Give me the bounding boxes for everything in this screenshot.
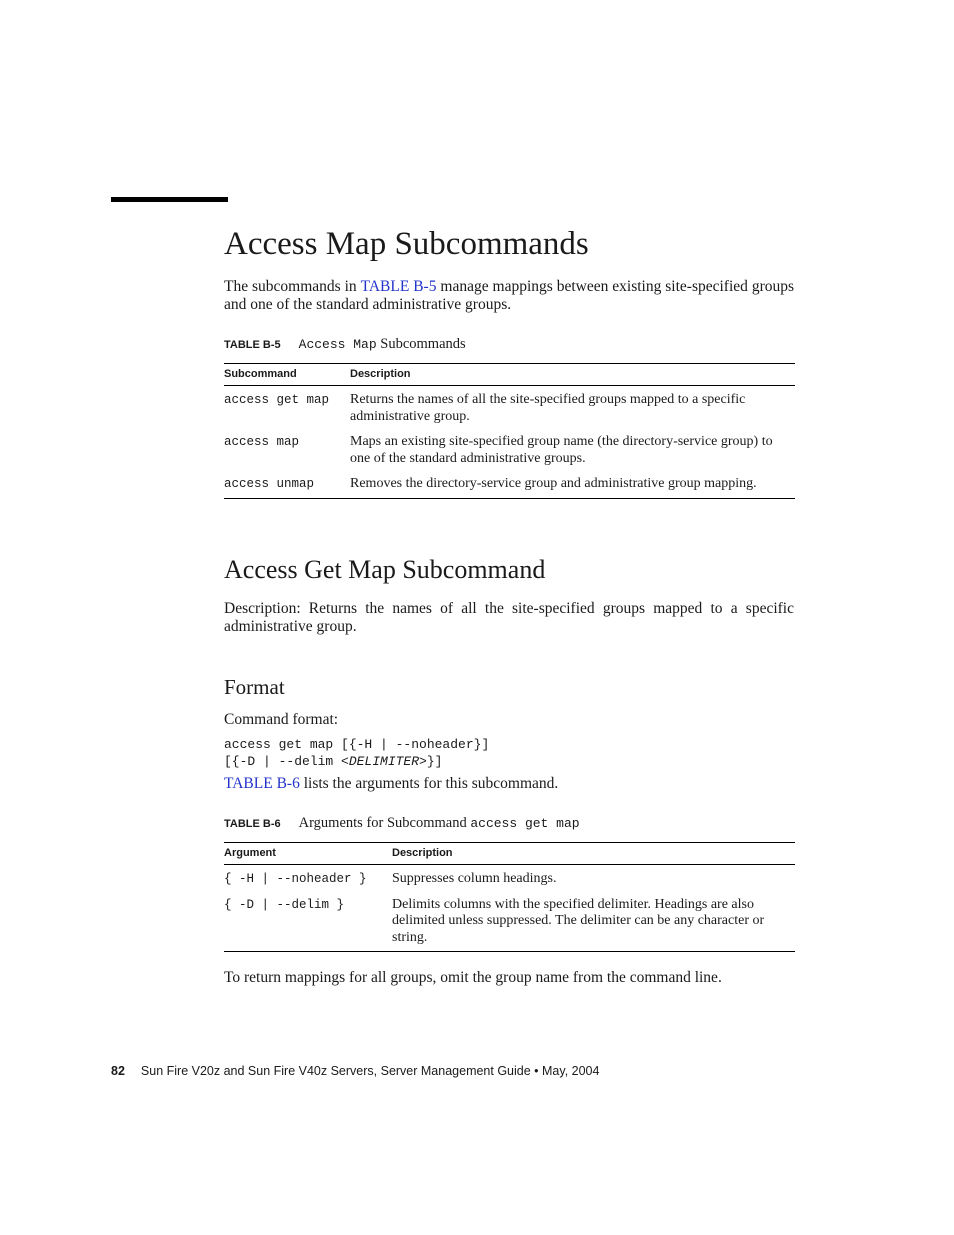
description-cell: Maps an existing site-specified group name (the directory-service group) to one of the standard administrative groups. bbox=[350, 434, 773, 466]
table-b6-caption-text: Arguments for Subcommand bbox=[298, 815, 471, 831]
intro-paragraph bbox=[224, 278, 794, 314]
column-header-subcommand: Subcommand bbox=[224, 364, 350, 386]
table-row bbox=[224, 472, 795, 498]
intro-text-after: manage mappings between existing site-specified groups and one of the standard administrative groups. bbox=[224, 278, 795, 313]
table-row bbox=[224, 865, 795, 893]
section-description: Description: Returns the names of all the site-specified groups mapped to a specific administrative group. bbox=[224, 600, 794, 635]
table-b5 bbox=[224, 363, 795, 499]
page-footer bbox=[111, 1064, 599, 1078]
table-b6-link[interactable]: TABLE B-6 bbox=[224, 775, 300, 792]
subsection-heading-format: Format bbox=[224, 675, 285, 699]
code-line-2-placeholder: DELIMITER bbox=[348, 754, 420, 769]
table-b6-caption bbox=[224, 815, 580, 832]
column-header-description: Description bbox=[392, 843, 795, 865]
code-line-1: access get map [{-H | --noheader}] bbox=[224, 737, 490, 752]
column-header-argument: Argument bbox=[224, 843, 392, 865]
top-rule bbox=[111, 197, 228, 202]
footer-text: Sun Fire V20z and Sun Fire V40z Servers, Server Management Guide • May, 2004 bbox=[140, 1064, 600, 1078]
table-header-row bbox=[224, 843, 795, 865]
subcommand-cell: access get map bbox=[224, 393, 330, 407]
table-b5-caption bbox=[224, 336, 466, 353]
table-b6-reference-text: lists the arguments for this subcommand. bbox=[299, 775, 559, 792]
table-header-row bbox=[224, 364, 795, 386]
command-format-code bbox=[224, 736, 489, 770]
table-b5-link[interactable]: TABLE B-5 bbox=[360, 278, 437, 295]
subcommand-cell: access map bbox=[224, 435, 300, 449]
argument-cell: { -H | --noheader } bbox=[224, 872, 367, 886]
table-b6-label: TABLE B-6 bbox=[224, 818, 281, 830]
column-header-description: Description bbox=[350, 364, 795, 386]
page-title: Access Map Subcommands bbox=[224, 226, 589, 262]
intro-text-before: The subcommands in bbox=[224, 278, 361, 295]
description-cell: Returns the names of all the site-specified groups mapped to a specific administrative group. bbox=[350, 392, 746, 424]
table-b5-caption-code: Access Map bbox=[298, 337, 377, 352]
code-line-2-end: >}] bbox=[419, 754, 443, 769]
description-cell: Suppresses column headings. bbox=[392, 871, 557, 886]
section-heading-access-get-map: Access Get Map Subcommand bbox=[224, 555, 546, 584]
table-row bbox=[224, 893, 795, 952]
table-b6-reference bbox=[224, 775, 794, 793]
description-cell: Removes the directory-service group and administrative group mapping. bbox=[350, 472, 795, 498]
closing-paragraph: To return mappings for all groups, omit the group name from the command line. bbox=[224, 969, 722, 986]
table-row bbox=[224, 386, 795, 431]
subcommand-cell: access unmap bbox=[224, 472, 350, 498]
table-b6 bbox=[224, 842, 795, 952]
table-row bbox=[224, 430, 795, 472]
table-b5-label: TABLE B-5 bbox=[224, 339, 281, 351]
argument-cell: { -D | --delim } bbox=[224, 893, 392, 952]
table-b5-caption-text: Subcommands bbox=[376, 336, 466, 352]
description-cell: Delimits columns with the specified delimiter. Headings are also delimited unless suppressed. The delimiter can be any character or string. bbox=[392, 893, 795, 952]
command-format-label: Command format: bbox=[224, 711, 339, 728]
page-number: 82 bbox=[111, 1064, 125, 1078]
code-line-2-start: [{-D | --delim < bbox=[224, 754, 349, 769]
table-b6-caption-code: access get map bbox=[470, 816, 580, 831]
